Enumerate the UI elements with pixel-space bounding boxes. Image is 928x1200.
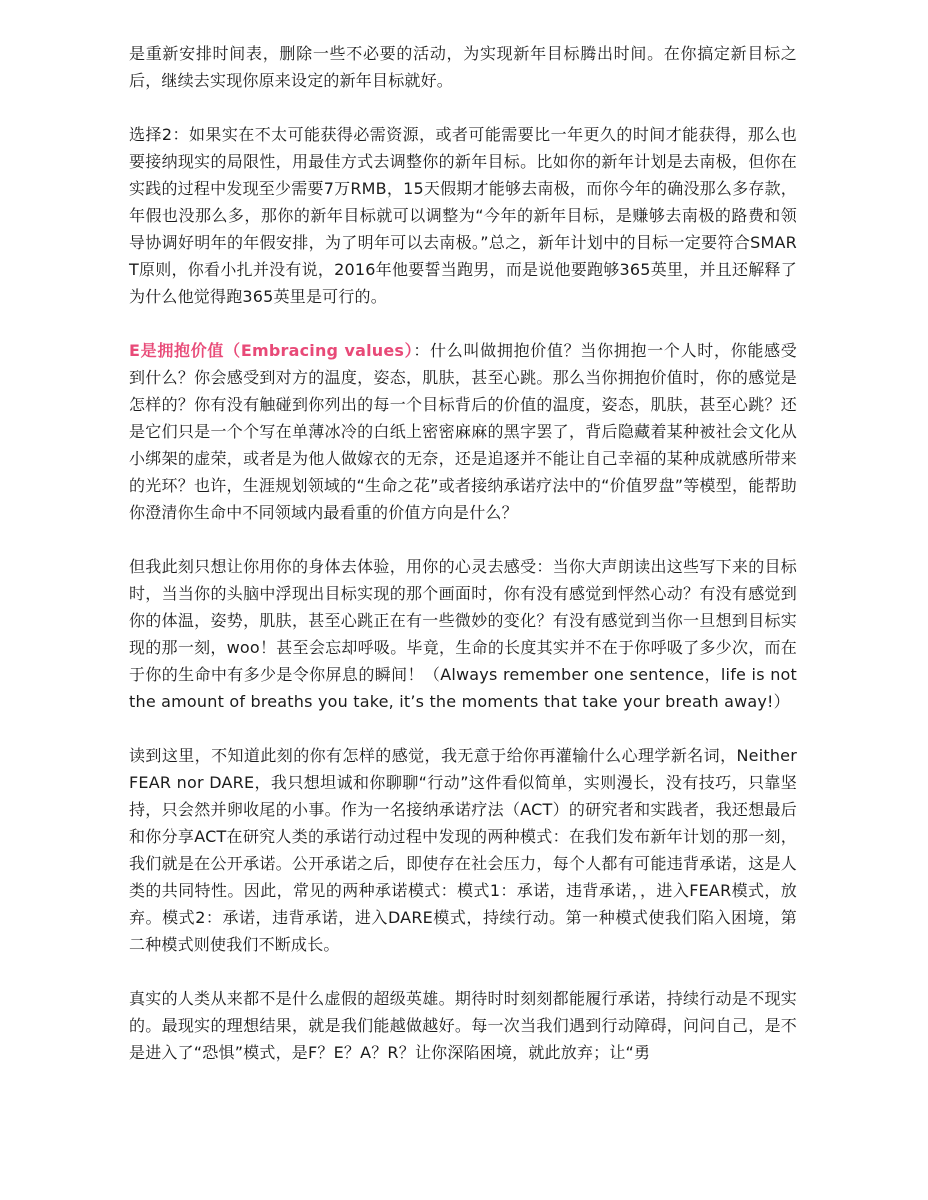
- paragraph-embracing-values-text: ：什么叫做拥抱价值？当你拥抱一个人时，你能感受到什么？你会感受到对方的温度，姿态，肌肤，甚至心跳。那么当你拥抱价值时，你的感觉是怎样的？你有没有触碰到你列出的每一个目标背后的价值的温度，姿态，肌肤，甚至心跳？还是它们只是一个个写在单薄冰冷的白纸上密密麻麻的黑字罢了，背后隐藏着某种被社会文化从小绑架的虚荣，或者是为他人做嫁衣的无奈，还是追逐并不能让自己幸福的某种成就感所带来的光环？也许，生涯规划领域的“生命之花”或者接纳承诺疗法中的“价值罗盘”等模型，能帮助你澄清你生命中不同领域内最看重的价值方向是什么？: [129, 341, 797, 522]
- section-heading-embracing-values: E是拥抱价值（Embracing values）: [129, 341, 414, 360]
- paragraph-body-experience: 但我此刻只想让你用你的身体去体验，用你的心灵去感受：当你大声朗读出这些写下来的目标时，当当你的头脑中浮现出目标实现的那个画面时，你有没有感觉到怦然心动？有没有感觉到你的体温，姿势，肌肤，甚至心跳正在有一些微妙的变化？有没有感觉到当你一旦想到目标实现的那一刻，woo！甚至会忘却呼吸。毕竟，生命的长度其实并不在于你呼吸了多少次，而在于你的生命中有多少是令你屏息的瞬间！（Always remember one sentence，life is not the amount of breaths you take, it’s the moments that take your breath away!）: [129, 557, 797, 711]
- paragraph-option-2: 选择2：如果实在不太可能获得必需资源，或者可能需要比一年更久的时间才能获得，那么也要接纳现实的局限性，用最佳方式去调整你的新年目标。比如你的新年计划是去南极，但你在实践的过程中发现至少需要7万RMB，15天假期才能够去南极，而你今年的确没那么多存款，年假也没那么多，那你的新年目标就可以调整为“今年的新年目标，是赚够去南极的路费和领导协调好明年的年假安排，为了明年可以去南极。”总之，新年计划中的目标一定要符合SMART原则，你看小扎并没有说，2016年他要誓当跑男，而是说他要跑够365英里，并且还解释了为什么他觉得跑365英里是可行的。: [129, 125, 797, 306]
- paragraph-schedule: 是重新安排时间表，删除一些不必要的活动，为实现新年目标腾出时间。在你搞定新目标之后，继续去实现你原来设定的新年目标就好。: [129, 44, 797, 90]
- paragraph-commitment-modes: 读到这里，不知道此刻的你有怎样的感觉，我无意于给你再灌输什么心理学新名词，Neither FEAR nor DARE，我只想坦诚和你聊聊“行动”这件看似简单，实则漫长，没有技巧，只靠坚持，只会然并卵收尾的小事。作为一名接纳承诺疗法（ACT）的研究者和实践者，我还想最后和你分享ACT在研究人类的承诺行动过程中发现的两种模式：在我们发布新年计划的那一刻，我们就是在公开承诺。公开承诺之后，即使存在社会压力，每个人都有可能违背承诺，这是人类的共同特性。因此，常见的两种承诺模式：模式1：承诺，违背承诺，，进入FEAR模式，放弃。模式2：承诺，违背承诺，进入DARE模式，持续行动。第一种模式使我们陷入困境，第二种模式则使我们不断成长。: [129, 746, 797, 954]
- paragraph-embracing-values: [129, 337, 797, 526]
- article-body: [129, 40, 797, 1093]
- paragraph-real-humans: 真实的人类从来都不是什么虚假的超级英雄。期待时时刻刻都能履行承诺，持续行动是不现实的。最现实的理想结果，就是我们能越做越好。每一次当我们遇到行动障碍，问问自己，是不是进入了“恐惧”模式，是F？E？A？R？让你深陷困境，就此放弃；让“勇: [129, 989, 797, 1062]
